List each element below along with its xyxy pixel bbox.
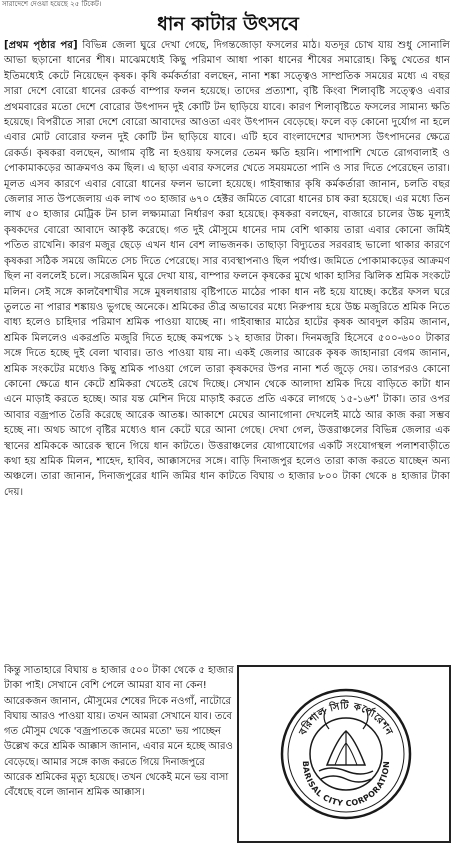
continuation-tag: [প্রথম পৃষ্ঠার পর] <box>4 40 78 51</box>
corporation-advertisement <box>237 665 451 843</box>
svg-text:BARISAL CITY CORPORATION: BARISAL CITY CORPORATION <box>300 760 392 809</box>
article-lower-column: কিন্তু সাতাহারে বিঘায় ৪ হাজার ৫০০ টাকা থেকে ৫ হাজার টাকা পাই। সেখানে বেশি পেলে আমরা যাব না কেন! আরেকজন জানান, মৌসুমের শেষের দিকে নওগাঁ, নাটোরে বিঘায় আরও পাওয়া যায়। তখন আমরা সেখানে যাব। তবে গত মৌসুম থেকে 'বজ্রপাতকে জমের মতো' ভয় পাচ্ছেন উল্লেখ করে শ্রমিক আক্কাস জানান, এবার মনে হচ্ছে আরও বেড়েছে। আমার সঙ্গে কাজ করতে গিয়ে দিনাজপুরে আরেক শ্রমিকের মৃত্যু হয়েছে। তখন থেকেই মনে ভয় বাসা বেঁধেছে বলে জানান শ্রমিক আক্কাস। <box>4 665 234 799</box>
previous-article-fragment: সারাদেশে দেওয়া হয়েছে ২৫ টিকেট। <box>2 0 102 8</box>
svg-text:বরিশাল সিটি কর্পোরেশন: বরিশাল সিটি কর্পোরেশন <box>297 700 395 738</box>
article-headline: ধান কাটার উৎসবে <box>157 13 299 35</box>
city-corporation-seal-logo <box>279 679 413 829</box>
article-body-text: বিভিন্ন জেলা ঘুরে দেখা গেছে, দিগন্তজোড়া ফসলের মাঠ। যতদূর চোখ যায় শুধু সোনালি আভা ছড়ানো ধানের শীষ। মাঝেমধ্যেই কিছু পরিমাণ আধা পাকা ধানের শীষের সমারোহ। কিছু খেতের ধান ইতিমধ্যেই কেটে নিয়েছেন কৃষক। কৃষি কর্মকর্তারা বলছেন, নানা শঙ্কা সত্ত্বেও সাম্প্রতিক সময়ের মধ্যে এ বছর সারা দেশে বোরো ধানের রেকর্ড বাম্পার ফলন হয়েছে। তাদের প্রত্যাশা, বৃষ্টি কিংবা শিলাবৃষ্টি সত্ত্বেও এবার প্রথমবারের মতো দেশে বোরোর উৎপাদন দুই কোটি টন ছাড়িয়ে যাবে। কারণ শিলাবৃষ্টিতে ফসলের সামান্য ক্ষতি হয়েছে। বিপরীতে সারা দেশে বোরো আবাদের আওতা এবং উৎপাদন বেড়েছে। ফলে বড় কোনো দুর্যোগ না হলে এবার মোট বোরোর ফলন দুই কোটি টন ছাড়িয়ে যাবে। এটি হবে বাংলাদেশের খাদ্যশস্য উৎপাদনের ক্ষেত্রে রেকর্ড। কৃষকরা বলছেন, আগাম বৃষ্টি না হওয়ায় ফসলের তেমন ক্ষতি হয়নি। পাশাপাশি খেতে রোগবালাই ও পোকামাকড়ের আক্রমণও কম ছিল। এ ছাড়া এবার ফসলের খেতে সময়মতো পানি ও সার দিতে পেরেছেন তারা। মূলত এসব কারণে এবার বোরো ধানের ফলন ভালো হয়েছে। গাইবান্ধার কৃষি কর্মকর্তারা জানান, চলতি বছর জেলার সাত উপজেলায় এক লাখ ৩০ হাজার ৬৭০ হেক্টর জমিতে বোরো ধানের চাষ করা হয়েছে। এর মধ্যে তিন লাখ ৫০ হাজার মেট্রিক টন চাল লক্ষ্যমাত্রা নির্ধারণ করা হয়েছে। কৃষকরা বলছেন, বাজারে চালের উচ্চ মূল্যই কৃষকদের বোরো আবাদে আকৃষ্ট করেছে। গত দুই মৌসুমে ধানের দাম বেশি থাকায় তারা এবার কোনো জমিই পতিত রাখেনি। কারণ মজুর ছেড়ে এখন ধান বেশ লাভজনক। তাছাড়া বিদ্যুতের সরবরাহ ভালো থাকার কারণে কৃষকরা সঠিক সময়ে জমিতে সেচ দিতে পেরেছে। সার ব্যবস্থাপনাও ছিল পর্যাপ্ত। জমিতে পোকামাকড়ের আক্রমণ ছিল না বললেই চলে। সরেজমিন ঘুরে দেখা যায়, বাম্পার ফলনে কৃষকের মুখে থাকা হাসির ঝিলিক শ্রমিক সংকটে মলিন। সেই সঙ্গে কালবৈশাখীর সঙ্গে মুষলধারায় বৃষ্টিপাতে মাঠের পাকা ধান নষ্ট হয়ে যাচ্ছে। কষ্টের ফসল ঘরে তুলতে না পারার শঙ্কায়ও ভুগছে অনেকে। শ্রমিকের তীব্র অভাবের মধ্যে নিরুপায় হয়ে উচ্চ মজুরিতে শ্রমিক নিতে বাধ্য হলেও চাহিদার পরিমাণ শ্রমিক পাওয়া যাচ্ছে না। গাইবান্ধার মাঠের হাটের কৃষক আবদুল করিম জানান, শ্রমিক মিললেও একরপ্রতি মজুরি দিতে হচ্ছে কমপক্ষে ১২ হাজার টাকা। দিনমজুরি হিসেবে ৫০০-৬০০ টাকার সঙ্গে দিতে হচ্ছে দুই বেলা খাবার। তাও পাওয়া যায় না। একই জেলার আরেক কৃষক জাহানারা বেগম জানান, শ্রমিক সংকটের মধ্যেও কিছু শ্রমিক পাওয়া গেলে তারা কৃষকদের উপর নানা শর্ত জুড়ে দেয়। তারপরও কোনো কোনো ক্ষেত্রে ধান কেটে শ্রমিকরা খেতেই রেখে দিচ্ছে। সেখান থেকে আলাদা শ্রমিক দিয়ে বাড়িতে কাটা ধান এনে মাড়াই করতে হচ্ছে। আর যন্ত মেশিন দিয়ে মাড়াই করতে প্রতি একরে লাগছে ১৫-১৬শ' টাকা। তার ওপর আবার বজ্রপাত তৈরি করেছে আরেক আতঙ্ক। আকাশে মেঘের আনাগোনা দেখলেই মাঠে আর কাজ করা সম্ভব হচ্ছে না। অথচ আগে বৃষ্টির মধ্যেও ধান কেটে ঘরে আনা গেছে। দেখা গেল, উত্তরাঞ্চলের বিভিন্ন জেলার এক স্থানের শ্রমিককে আরেক স্থানে গিয়ে ধান কাটতে। উত্তরাঞ্চলের যোগাযোগের একটি সংযোগস্থল পলাশবাড়ীতে কথা হয় শ্রমিক মিলন, শাহেদ, হাবিব, আক্কাসদের সঙ্গে। বাড়ি দিনাজপুর হলেও তারা কাজ করতে যাচ্ছেন অন্য অঞ্চলে। তারা জানান, দিনাজপুরের ধানি জমির ধান কাটতে বিঘায় ৩ হাজার ৮০০ টাকা থেকে ৪ হাজার টাকা দেয়। <box>4 40 450 498</box>
article-body <box>4 38 450 662</box>
